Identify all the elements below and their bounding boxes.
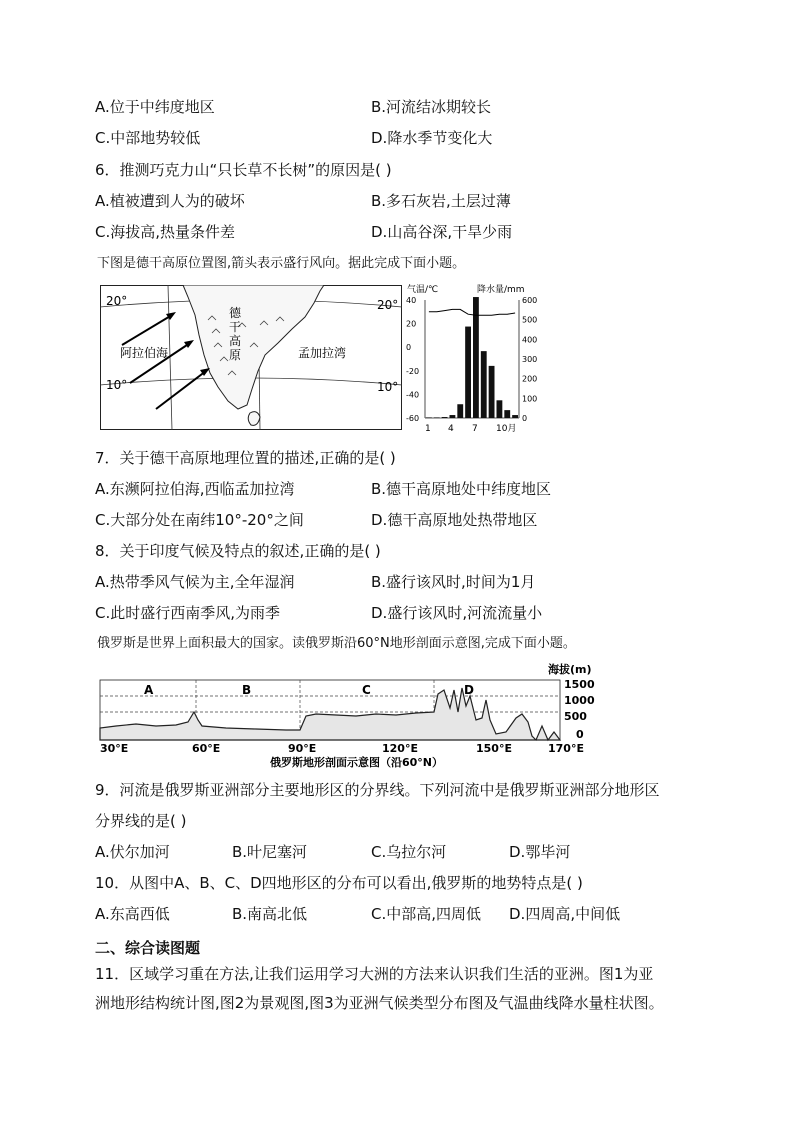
q8-option-b: B.盛行该风时,时间为1月 [371,573,536,591]
q10-stem: 10．从图中A、B、C、D四地形区的分布可以看出,俄罗斯的地势特点是( ) [95,874,583,892]
right-tick-label: 0 [522,414,528,423]
q7-option-d: D.德干高原地处热带地区 [371,511,538,529]
q9-option-c: C.乌拉尔河 [371,843,447,861]
x-tick-label: 120°E [382,742,418,755]
q8-option-d: D.盛行该风时,河流流量小 [371,604,543,622]
x-tick-label: 30°E [100,742,129,755]
section-heading: 二、综合读图题 [95,939,201,957]
temp-axis-label: 气温/℃ [407,285,439,295]
q10-option-c: C.中部高,四周低 [371,905,482,923]
x-tick-label: 60°E [192,742,221,755]
x-tick-label: 150°E [476,742,512,755]
q10-option-a: A.东高西低 [95,905,170,923]
precip-bar [442,417,448,418]
q5-option-c: C.中部地势较低 [95,129,201,147]
precip-bar [497,400,503,418]
x-tick-label: 7 [472,424,478,434]
q8-option-c: C.此时盛行西南季风,为雨季 [95,604,281,622]
right-tick-label: 200 [522,374,538,384]
left-tick-label: -20 [406,366,420,376]
right-tick-label: 500 [522,315,538,325]
x-tick-label: 1 [425,424,431,434]
y-tick-label: 0 [576,728,584,741]
region-label-a: A [144,683,154,697]
precip-bar [434,417,440,418]
q8-option-a: A.热带季风气候为主,全年湿润 [95,573,295,591]
q6-option-d: D.山高谷深,干旱少雨 [371,223,513,241]
deccan-label: 原 [229,348,242,362]
right-tick-label: 300 [522,355,538,364]
left-tick-label: -60 [406,414,420,423]
climate-chart [405,282,545,438]
y-tick-label: 1500 [564,678,595,691]
precip-bar [489,366,495,418]
x-tick-label: 90°E [288,742,317,755]
q5-option-b: B.河流结冰期较长 [371,98,492,116]
left-tick-label: 20 [406,319,417,329]
q11-line2: 洲地形结构统计图,图2为景观图,图3为亚洲气候类型分布图及气温曲线降水量柱状图。 [95,994,664,1012]
q10-option-d: D.四周高,中间低 [509,905,621,923]
q9-option-a: A.伏尔加河 [95,843,170,861]
q8-stem: 8．关于印度气候及特点的叙述,正确的是( ) [95,542,381,560]
x-tick-label: 4 [448,424,454,434]
elevation-axis-label: 海拔(m) [548,663,592,676]
x-tick-label: 170°E [548,742,584,755]
q6-stem: 6．推测巧克力山“只长草不长树”的原因是( ) [95,161,392,179]
q6-option-c: C.海拔高,热量条件差 [95,223,236,241]
precip-bar [426,417,432,418]
arabian-sea-label: 阿拉伯海 [120,346,169,360]
lat-label: 10° [377,380,399,394]
intro-deccan: 下图是德干高原位置图,箭头表示盛行风向。据此完成下面小题。 [97,256,466,271]
q9-stem-line1: 9．河流是俄罗斯亚洲部分主要地形区的分界线。下列河流中是俄罗斯亚洲部分地形区 [95,781,660,799]
q7-option-a: A.东濒阿拉伯海,西临孟加拉湾 [95,480,295,498]
deccan-label: 德 [229,306,242,320]
precip-bar [450,415,456,418]
region-label-c: C [362,683,371,697]
y-tick-label: 1000 [564,694,595,707]
precip-axis-label: 降水量/mm [477,285,525,295]
q5-option-d: D.降水季节变化大 [371,129,493,147]
q9-stem-line2: 分界线的是( ) [95,812,187,830]
russia-profile [96,660,604,774]
deccan-map [100,285,402,434]
deccan-label: 高 [229,334,242,348]
left-tick-label: 0 [406,343,412,353]
precip-bar [457,404,463,418]
q7-option-b: B.德干高原地处中纬度地区 [371,480,552,498]
precip-bar [504,410,510,418]
q9-option-b: B.叶尼塞河 [232,843,308,861]
profile-caption: 俄罗斯地形剖面示意图（沿60°N） [270,756,444,769]
intro-russia: 俄罗斯是世界上面积最大的国家。读俄罗斯沿60°N地形剖面示意图,完成下面小题。 [97,636,576,651]
q7-stem: 7．关于德干高原地理位置的描述,正确的是( ) [95,449,396,467]
left-tick-label: 40 [406,296,417,305]
q10-option-b: B.南高北低 [232,905,308,923]
lat-label: 20° [377,298,399,312]
precip-bar [465,327,471,418]
q11-line1: 11．区域学习重在方法,让我们运用学习大洲的方法来认识我们生活的亚洲。图1为亚 [95,965,654,983]
temperature-line [429,309,515,315]
region-label-d: D [464,683,474,697]
q6-option-b: B.多石灰岩,土层过薄 [371,192,511,210]
q7-option-c: C.大部分处在南纬10°-20°之间 [95,511,304,529]
precip-bar [512,415,518,418]
y-tick-label: 500 [564,710,587,723]
right-tick-label: 600 [522,296,538,305]
lat-label: 20° [106,294,128,308]
q9-option-d: D.鄂毕河 [509,843,571,861]
left-tick-label: -40 [406,390,420,400]
deccan-label: 干 [229,320,242,334]
bay-of-bengal-label: 孟加拉湾 [298,346,347,360]
q5-option-a: A.位于中纬度地区 [95,98,215,116]
right-tick-label: 100 [522,394,538,404]
right-tick-label: 400 [522,335,538,345]
q6-option-a: A.植被遭到人为的破坏 [95,192,245,210]
lat-label: 10° [106,378,128,392]
precip-bar [481,351,487,418]
x-tick-label: 10月 [496,424,517,434]
region-label-b: B [242,683,252,697]
